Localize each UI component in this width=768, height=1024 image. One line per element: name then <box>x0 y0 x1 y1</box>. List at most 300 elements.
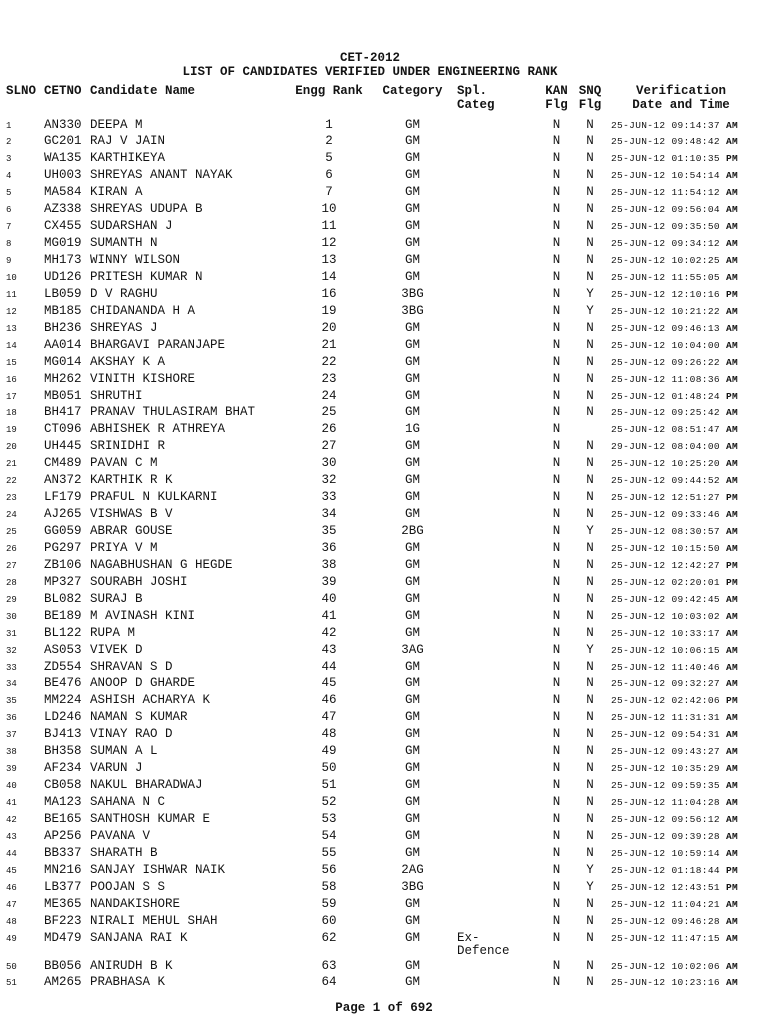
cetno-cell: GC201 <box>44 134 82 149</box>
kan-flag-cell: N <box>552 236 561 251</box>
verification-datetime: 25-JUN-12 10:33:17 <box>611 627 720 639</box>
slno-cell: 48 <box>6 916 17 927</box>
slno-cell: 29 <box>6 594 17 605</box>
verification-meridiem: AM <box>725 712 739 724</box>
cetno-cell: CM489 <box>44 456 82 471</box>
verification-datetime-cell <box>607 677 761 690</box>
cetno-cell: AF234 <box>44 761 82 776</box>
engg-rank-cell: 32 <box>321 473 337 488</box>
engg-rank-cell: 2 <box>325 134 333 149</box>
snq-flag-cell: N <box>586 236 594 251</box>
snq-flag-cell: Y <box>586 524 594 538</box>
cetno-cell: MA584 <box>44 185 82 200</box>
candidate-name-cell: PAVANA V <box>90 828 151 843</box>
snq-flag-cell: N <box>586 168 594 183</box>
category-cell: GM <box>404 134 420 149</box>
verification-datetime: 29-JUN-12 08:04:00 <box>611 441 720 453</box>
category-cell: 3BG <box>401 879 424 894</box>
engg-rank-cell: 41 <box>321 608 337 623</box>
category-cell: GM <box>404 811 420 826</box>
verification-datetime: 25-JUN-12 09:54:31 <box>611 729 720 741</box>
category-cell: GM <box>404 371 420 386</box>
cetno-cell: AM265 <box>44 975 82 990</box>
kan-flag-cell: N <box>552 958 561 973</box>
kan-flag-cell: N <box>552 371 561 386</box>
candidate-name-cell: ANOOP D GHARDE <box>90 676 196 691</box>
verification-datetime-cell <box>607 152 761 165</box>
verification-meridiem: PM <box>725 288 739 300</box>
candidate-name-cell: SRINIDHI R <box>90 439 166 454</box>
cetno-cell: LD246 <box>44 710 82 725</box>
verification-meridiem: AM <box>725 441 739 453</box>
verification-meridiem: AM <box>725 661 739 673</box>
verification-datetime: 25-JUN-12 10:21:22 <box>611 305 720 317</box>
candidate-name-cell: SHREYAS UDUPA B <box>90 202 203 217</box>
table-row <box>0 930 768 958</box>
engg-rank-cell: 48 <box>321 727 337 742</box>
verification-meridiem: AM <box>725 170 739 182</box>
candidate-name-cell: PRAFUL N KULKARNI <box>90 490 218 505</box>
slno-cell: 14 <box>6 340 17 351</box>
candidate-name-cell: RAJ V JAIN <box>90 134 166 149</box>
verification-meridiem: AM <box>725 204 739 216</box>
verification-datetime-cell <box>607 542 761 555</box>
snq-flag-cell: N <box>586 913 594 928</box>
snq-flag-cell: N <box>586 930 594 945</box>
table-row <box>0 608 768 625</box>
verification-meridiem: PM <box>725 492 739 504</box>
slno-cell: 2 <box>6 137 12 148</box>
cetno-cell: LB377 <box>44 879 82 894</box>
kan-flag-cell: N <box>552 913 561 928</box>
category-cell: GM <box>404 507 420 522</box>
table-row <box>0 320 768 337</box>
slno-cell: 32 <box>6 645 17 656</box>
engg-rank-cell: 21 <box>321 337 337 352</box>
slno-cell: 49 <box>6 933 17 944</box>
slno-cell: 42 <box>6 814 17 825</box>
engg-rank-cell: 45 <box>321 676 337 691</box>
kan-flag-cell: N <box>552 168 561 183</box>
cetno-cell: MM224 <box>44 693 82 708</box>
snq-flag-cell: N <box>586 557 594 572</box>
verification-meridiem: AM <box>725 746 739 758</box>
slno-cell: 37 <box>6 730 17 741</box>
engg-rank-cell: 47 <box>321 710 337 725</box>
snq-flag-cell: N <box>586 490 594 505</box>
header-candidate-name-label: Candidate Name <box>90 84 196 98</box>
verification-datetime-cell <box>607 474 761 487</box>
kan-flag-cell: N <box>552 642 561 657</box>
header-category-label: Category <box>382 84 443 98</box>
candidate-name-cell: SAHANA N C <box>90 795 166 809</box>
verification-datetime: 25-JUN-12 09:34:12 <box>611 238 720 250</box>
verification-datetime: 25-JUN-12 09:33:46 <box>611 509 720 521</box>
category-cell: GM <box>404 693 420 708</box>
candidate-name-cell: ANIRUDH B K <box>90 958 173 973</box>
verification-datetime-cell <box>607 119 761 132</box>
slno-cell: 15 <box>6 357 17 368</box>
candidate-name-cell: VISHWAS B V <box>90 507 173 522</box>
table-row <box>0 421 768 438</box>
slno-cell: 11 <box>6 289 17 300</box>
slno-cell: 9 <box>6 256 12 266</box>
header-kan-line1: KAN <box>545 84 568 98</box>
cetno-cell: MP327 <box>44 574 82 589</box>
engg-rank-cell: 38 <box>321 557 337 572</box>
verification-meridiem: AM <box>725 356 739 368</box>
engg-rank-cell: 20 <box>321 320 337 335</box>
category-cell: GM <box>404 744 420 759</box>
kan-flag-cell: N <box>552 845 561 860</box>
kan-flag-cell: N <box>552 862 561 877</box>
kan-flag-cell: N <box>552 795 561 809</box>
cetno-cell: MB185 <box>44 303 82 318</box>
verification-datetime: 25-JUN-12 09:44:52 <box>611 475 720 487</box>
verification-meridiem: AM <box>725 960 739 972</box>
engg-rank-cell: 40 <box>321 591 337 606</box>
snq-flag-cell: N <box>586 185 594 200</box>
cetno-cell: MG019 <box>44 236 82 251</box>
cetno-cell: MB051 <box>44 388 82 403</box>
candidate-name-cell: RUPA M <box>90 625 136 640</box>
verification-datetime-cell <box>607 457 761 470</box>
candidate-name-cell: VINITH KISHORE <box>90 371 196 386</box>
verification-meridiem: AM <box>725 932 739 944</box>
header-snq-line1: SNQ <box>578 84 602 98</box>
kan-flag-cell: N <box>552 185 561 200</box>
cetno-cell: UD126 <box>44 269 82 284</box>
verification-meridiem: AM <box>725 221 739 233</box>
header-snq-flag <box>573 84 607 112</box>
verification-meridiem: PM <box>725 864 739 876</box>
verification-datetime: 25-JUN-12 09:35:50 <box>611 221 720 233</box>
verification-meridiem: AM <box>725 763 739 775</box>
engg-rank-cell: 23 <box>321 371 337 386</box>
kan-flag-cell: N <box>552 456 561 471</box>
verification-datetime-cell <box>607 847 761 860</box>
kan-flag-cell: N <box>552 253 561 267</box>
snq-flag-cell: N <box>586 134 594 149</box>
table-row <box>0 286 768 303</box>
header-cetno <box>44 84 90 98</box>
verification-datetime-cell <box>607 440 761 453</box>
verification-meridiem: AM <box>725 813 739 825</box>
slno-cell: 19 <box>6 425 17 436</box>
kan-flag-cell: N <box>552 557 561 572</box>
snq-flag-cell: N <box>586 354 594 369</box>
table-row <box>0 760 768 777</box>
engg-rank-cell: 50 <box>321 761 337 776</box>
engg-rank-cell: 6 <box>325 168 333 183</box>
table-row <box>0 472 768 489</box>
verification-datetime-cell <box>607 135 761 148</box>
slno-cell: 7 <box>6 222 12 233</box>
snq-flag-cell: N <box>586 507 594 522</box>
candidate-name-cell: KARTHIK R K <box>90 473 173 488</box>
verification-meridiem: AM <box>725 847 739 859</box>
kan-flag-cell: N <box>552 473 561 488</box>
category-cell: GM <box>404 975 420 990</box>
table-row <box>0 117 768 134</box>
snq-flag-cell: Y <box>586 286 594 301</box>
candidate-name-cell: ASHISH ACHARYA K <box>90 693 211 708</box>
slno-cell: 30 <box>6 611 17 622</box>
snq-flag-cell: N <box>586 744 594 759</box>
verification-datetime-cell <box>607 271 761 284</box>
header-spl-line1: Spl. <box>457 84 488 98</box>
candidate-name-cell: PRABHASA K <box>90 975 166 990</box>
cetno-cell: BH236 <box>44 320 82 335</box>
verification-datetime-cell <box>607 830 761 843</box>
verification-datetime: 25-JUN-12 09:42:45 <box>611 593 720 605</box>
verification-datetime-cell <box>607 576 761 589</box>
cetno-cell: AJ265 <box>44 507 82 522</box>
kan-flag-cell: N <box>552 608 561 623</box>
category-cell: GM <box>404 828 420 843</box>
kan-flag-cell: N <box>552 828 561 843</box>
verification-datetime-cell <box>607 960 761 973</box>
verification-datetime: 25-JUN-12 11:04:21 <box>611 898 720 910</box>
snq-flag-cell: Y <box>586 303 594 318</box>
candidate-name-cell: SHREYAS ANANT NAYAK <box>90 168 233 183</box>
category-cell: GM <box>404 540 420 555</box>
snq-flag-cell: N <box>586 811 594 826</box>
snq-flag-cell: N <box>586 371 594 386</box>
header-spl-line2: Categ <box>457 98 495 112</box>
kan-flag-cell: N <box>552 727 561 742</box>
snq-flag-cell: N <box>586 269 594 284</box>
candidate-name-cell: NANDAKISHORE <box>90 896 181 911</box>
category-cell: GM <box>404 151 420 166</box>
candidate-name-cell: SHARATH B <box>90 845 158 860</box>
engg-rank-cell: 60 <box>321 913 337 928</box>
cetno-cell: ME365 <box>44 896 82 911</box>
category-cell: GM <box>404 591 420 606</box>
category-cell: GM <box>404 761 420 776</box>
verification-meridiem: PM <box>725 153 739 165</box>
table-row <box>0 845 768 862</box>
candidate-name-cell: NIRALI MEHUL SHAH <box>90 913 218 928</box>
verification-datetime: 25-JUN-12 11:55:05 <box>611 271 720 283</box>
snq-flag-cell: N <box>586 405 594 420</box>
snq-flag-cell: N <box>586 778 594 793</box>
verification-datetime-cell <box>607 881 761 894</box>
candidate-name-cell: VINAY RAO D <box>90 727 173 742</box>
engg-rank-cell: 25 <box>321 405 337 420</box>
snq-flag-cell: N <box>586 710 594 725</box>
slno-cell: 18 <box>6 408 17 419</box>
candidate-name-cell: BHARGAVI PARANJAPE <box>90 337 226 352</box>
table-row <box>0 150 768 167</box>
kan-flag-cell: N <box>552 388 561 403</box>
engg-rank-cell: 49 <box>321 744 337 759</box>
engg-rank-cell: 35 <box>321 524 337 538</box>
kan-flag-cell: N <box>552 896 561 911</box>
candidate-name-cell: NAMAN S KUMAR <box>90 710 188 725</box>
verification-datetime: 25-JUN-12 11:04:28 <box>611 797 720 808</box>
candidate-name-cell: NAKUL BHARADWAJ <box>90 778 203 793</box>
verification-meridiem: AM <box>725 322 739 334</box>
verification-datetime: 25-JUN-12 10:54:14 <box>611 170 720 182</box>
engg-rank-cell: 5 <box>325 151 333 166</box>
snq-flag-cell: N <box>586 473 594 488</box>
category-cell: GM <box>404 456 420 471</box>
verification-datetime: 25-JUN-12 02:42:06 <box>611 695 720 707</box>
category-cell: GM <box>404 676 420 691</box>
verification-datetime-cell <box>607 813 761 826</box>
category-cell: GM <box>404 490 420 505</box>
table-row <box>0 574 768 591</box>
cetno-cell: BL122 <box>44 625 82 640</box>
category-cell: GM <box>404 320 420 335</box>
verification-datetime-cell <box>607 390 761 403</box>
snq-flag-cell: Y <box>586 879 594 894</box>
category-cell: GM <box>404 253 420 267</box>
header-candidate-name <box>90 84 290 98</box>
snq-flag-cell: N <box>586 540 594 555</box>
header-spl-category <box>457 84 540 112</box>
kan-flag-cell: N <box>552 659 561 674</box>
header-kan-flag <box>540 84 573 112</box>
header-category <box>368 84 457 98</box>
candidate-name-cell: ABHISHEK R ATHREYA <box>90 422 226 437</box>
table-row <box>0 252 768 269</box>
candidate-name-cell: SUMANTH N <box>90 236 158 251</box>
kan-flag-cell: N <box>552 676 561 691</box>
verification-meridiem: AM <box>725 271 739 283</box>
verification-datetime: 25-JUN-12 10:35:29 <box>611 763 720 775</box>
kan-flag-cell: N <box>552 286 561 301</box>
verification-datetime: 25-JUN-12 11:31:31 <box>611 712 720 724</box>
cetno-cell: PG297 <box>44 540 82 555</box>
slno-cell: 47 <box>6 899 17 910</box>
table-row <box>0 726 768 743</box>
table-row <box>0 201 768 218</box>
category-cell: 1G <box>404 422 420 437</box>
verification-datetime: 25-JUN-12 08:30:57 <box>611 526 720 537</box>
verification-datetime-cell <box>607 915 761 928</box>
table-row <box>0 896 768 913</box>
verification-datetime: 25-JUN-12 10:15:50 <box>611 542 720 554</box>
cetno-cell: LB059 <box>44 286 82 301</box>
verification-datetime: 25-JUN-12 10:59:14 <box>611 847 720 859</box>
engg-rank-cell: 52 <box>321 795 337 809</box>
kan-flag-cell: N <box>552 320 561 335</box>
slno-cell: 13 <box>6 323 17 334</box>
verification-datetime: 25-JUN-12 11:54:12 <box>611 187 720 199</box>
category-cell: GM <box>404 269 420 284</box>
cetno-cell: BH358 <box>44 744 82 759</box>
kan-flag-cell: N <box>552 811 561 826</box>
engg-rank-cell: 44 <box>321 659 337 674</box>
cetno-cell: CB058 <box>44 778 82 793</box>
verification-meridiem: PM <box>725 576 739 588</box>
verification-meridiem: AM <box>725 644 739 656</box>
slno-cell: 24 <box>6 510 17 521</box>
verification-datetime-cell <box>607 491 761 504</box>
verification-meridiem: AM <box>725 187 739 199</box>
verification-datetime: 25-JUN-12 09:32:27 <box>611 678 720 690</box>
cetno-cell: BJ413 <box>44 727 82 742</box>
cetno-cell: AN372 <box>44 473 82 488</box>
engg-rank-cell: 24 <box>321 388 337 403</box>
snq-flag-cell: N <box>586 608 594 623</box>
verification-datetime-cell <box>607 932 761 945</box>
verification-datetime-cell <box>607 525 761 538</box>
kan-flag-cell: N <box>552 693 561 708</box>
slno-cell: 4 <box>6 171 12 182</box>
header-kan-line2: Flg <box>545 98 568 112</box>
candidate-name-cell: SANTHOSH KUMAR E <box>90 811 211 826</box>
verification-datetime: 25-JUN-12 01:10:35 <box>611 153 720 165</box>
kan-flag-cell: N <box>552 354 561 369</box>
kan-flag-cell: N <box>552 422 561 437</box>
verification-datetime: 25-JUN-12 10:02:06 <box>611 960 720 972</box>
category-cell: GM <box>404 117 420 132</box>
verification-datetime: 25-JUN-12 09:48:42 <box>611 136 720 148</box>
category-cell: GM <box>404 473 420 488</box>
candidate-name-cell: PRITESH KUMAR N <box>90 269 203 284</box>
slno-cell: 50 <box>6 961 17 972</box>
table-row <box>0 692 768 709</box>
table-row <box>0 862 768 879</box>
slno-cell: 36 <box>6 713 17 724</box>
table-row <box>0 958 768 975</box>
table-header <box>0 84 768 112</box>
engg-rank-cell: 46 <box>321 693 337 708</box>
report-subtitle: LIST OF CANDIDATES VERIFIED UNDER ENGINEERING RANK <box>182 65 558 79</box>
engg-rank-cell: 54 <box>321 828 337 843</box>
category-cell: GM <box>404 185 420 200</box>
candidate-name-cell: PRANAV THULASIRAM BHAT <box>90 405 256 420</box>
verification-meridiem: PM <box>725 881 739 893</box>
category-cell: 3BG <box>401 303 424 318</box>
kan-flag-cell: N <box>552 219 561 234</box>
slno-cell: 43 <box>6 831 17 842</box>
candidate-name-cell: SHRUTHI <box>90 388 143 403</box>
verification-datetime: 25-JUN-12 09:14:37 <box>611 119 720 131</box>
verification-meridiem: AM <box>725 305 739 317</box>
category-cell: GM <box>404 659 420 674</box>
verification-meridiem: PM <box>725 559 739 571</box>
kan-flag-cell: N <box>552 151 561 166</box>
candidate-name-cell: SUDARSHAN J <box>90 219 173 234</box>
header-verification <box>611 84 751 112</box>
verification-meridiem: AM <box>725 915 739 927</box>
candidate-name-cell: ABRAR GOUSE <box>90 524 173 538</box>
category-cell: 3BG <box>401 286 424 301</box>
slno-cell: 46 <box>6 882 17 893</box>
slno-cell: 44 <box>6 848 17 859</box>
slno-cell: 33 <box>6 662 17 673</box>
candidate-name-cell: DEEPA M <box>90 117 143 132</box>
slno-cell: 17 <box>6 391 17 402</box>
verification-datetime: 25-JUN-12 09:59:35 <box>611 780 720 792</box>
snq-flag-cell: N <box>586 456 594 471</box>
snq-flag-cell: N <box>586 828 594 843</box>
verification-datetime-cell <box>607 728 761 741</box>
verification-datetime-cell <box>607 627 761 640</box>
category-cell: GM <box>404 795 420 809</box>
slno-cell: 6 <box>6 205 12 216</box>
kan-flag-cell: N <box>552 269 561 284</box>
cetno-cell: LF179 <box>44 490 82 505</box>
snq-flag-cell: N <box>586 896 594 911</box>
header-engg-rank-label: Engg Rank <box>295 84 363 98</box>
slno-cell: 10 <box>6 272 17 283</box>
slno-cell: 21 <box>6 459 17 470</box>
